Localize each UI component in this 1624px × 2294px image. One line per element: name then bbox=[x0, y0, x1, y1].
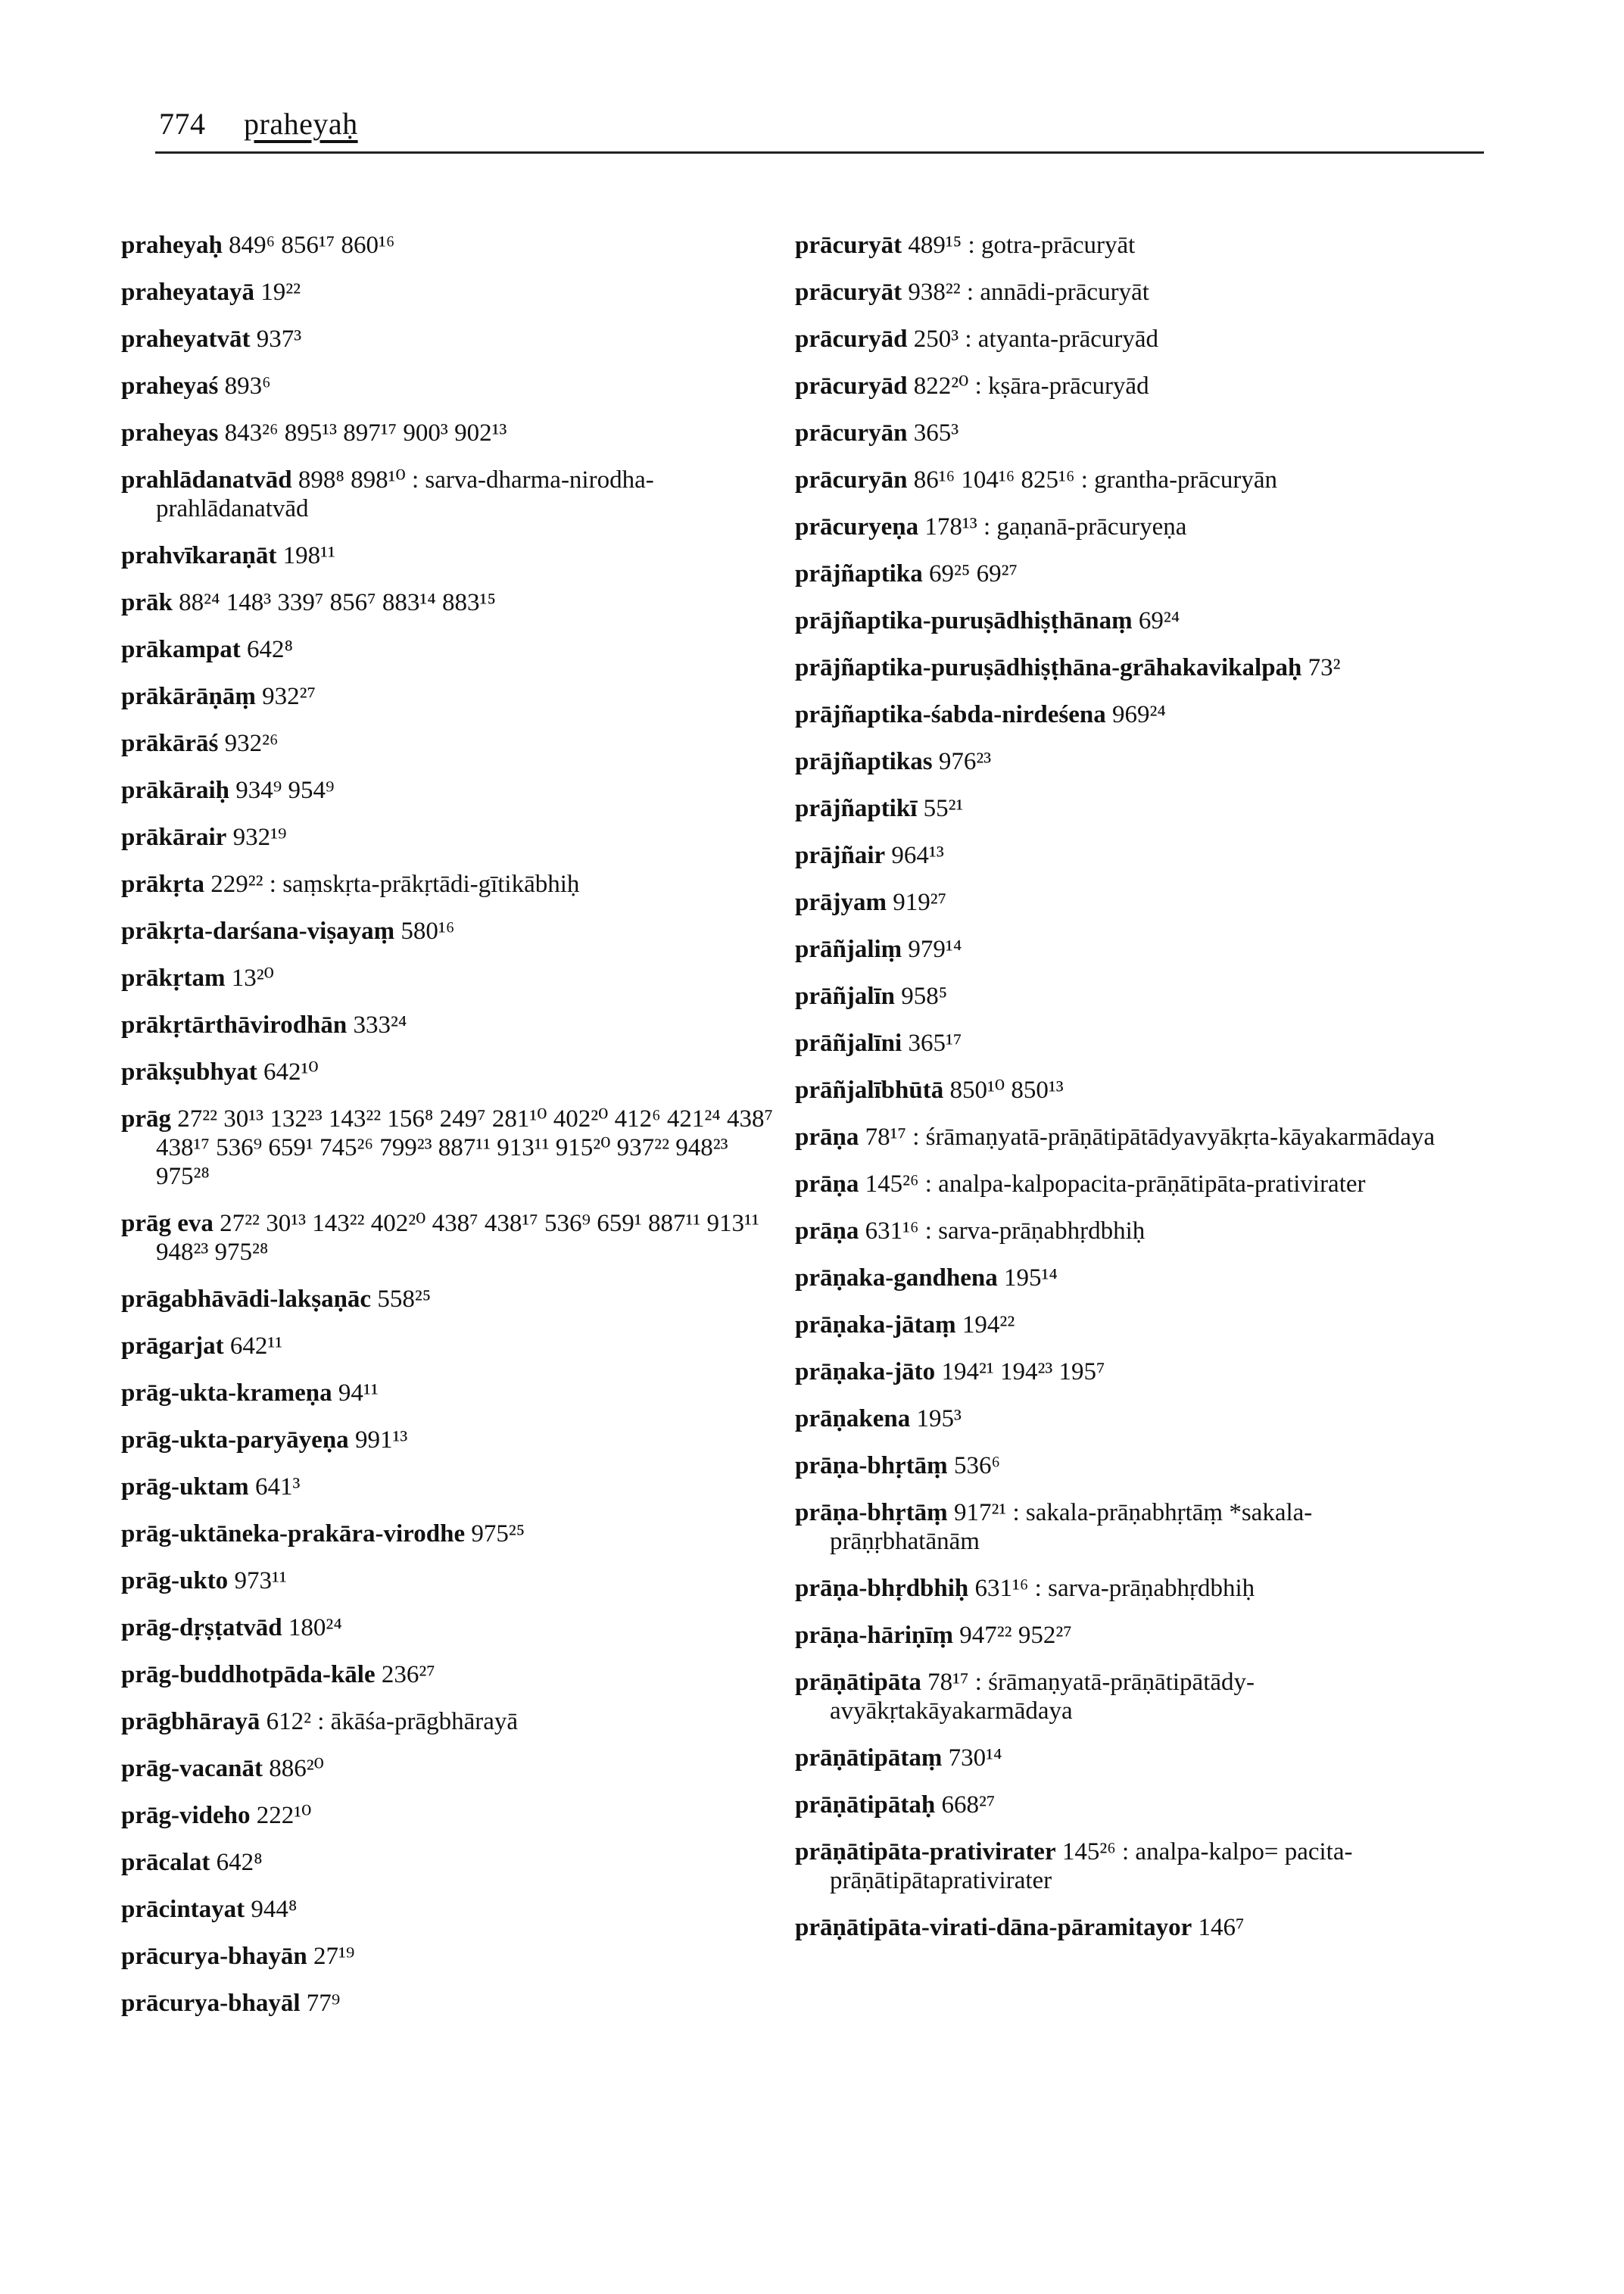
entry-references: 94¹¹ bbox=[338, 1379, 379, 1407]
entry-references: 979¹⁴ bbox=[908, 936, 962, 963]
index-entry bbox=[795, 1029, 1461, 1058]
entry-references: 78¹⁷ : śrāmaṇyatā-prāṇātipātādyavyākṛta-kāyakarmādaya bbox=[865, 1124, 1435, 1151]
index-entry bbox=[795, 606, 1461, 635]
index-entry bbox=[121, 1011, 787, 1039]
entry-references: 631¹⁶ : sarva-prāṇabhṛdbhiḥ bbox=[865, 1217, 1146, 1245]
index-entry bbox=[795, 1744, 1461, 1772]
entry-references: 919²⁷ bbox=[893, 889, 947, 916]
entry-headword: prāk bbox=[121, 589, 173, 616]
entry-references: 27²² 30¹³ 143²² 402²⁰ 438⁷ 438¹⁷ 536⁹ 659¹ 887¹¹ 913¹¹ 948²³ 975²⁸ bbox=[156, 1210, 759, 1266]
entry-headword: prācuryeṇa bbox=[795, 513, 919, 541]
index-entry bbox=[121, 1848, 787, 1877]
entry-references: 19²² bbox=[260, 279, 301, 306]
entry-headword: prākārāṇāṃ bbox=[121, 683, 256, 710]
index-entry bbox=[121, 823, 787, 852]
index-entry bbox=[121, 1754, 787, 1783]
entry-references: 178¹³ : gaṇanā-prācuryeṇa bbox=[924, 513, 1187, 541]
entry-references: 969²⁴ bbox=[1112, 701, 1166, 728]
entry-references: 843²⁶ 895¹³ 897¹⁷ 900³ 902¹³ bbox=[224, 419, 507, 447]
entry-headword: prāg-vacanāt bbox=[121, 1755, 263, 1782]
page-number: 774 bbox=[159, 107, 206, 141]
header-rule bbox=[155, 151, 1484, 154]
index-entry bbox=[121, 278, 787, 307]
entry-headword: prācuryād bbox=[795, 372, 908, 400]
entry-references: 937³ bbox=[256, 326, 302, 353]
index-entry bbox=[121, 1332, 787, 1361]
entry-references: 850¹⁰ 850¹³ bbox=[949, 1077, 1064, 1104]
entry-headword: prāñjalīn bbox=[795, 983, 896, 1010]
running-headword: praheyaḥ bbox=[244, 107, 358, 141]
entry-references: 934⁹ 954⁹ bbox=[235, 777, 335, 804]
entry-headword: prākṛta-darśana-viṣayaṃ bbox=[121, 918, 395, 945]
entry-references: 642¹⁰ bbox=[263, 1058, 319, 1086]
entry-references: 991¹³ bbox=[354, 1426, 408, 1454]
entry-references: 642¹¹ bbox=[229, 1332, 283, 1360]
index-entry bbox=[121, 419, 787, 447]
entry-references: 958⁵ bbox=[901, 983, 948, 1010]
entry-headword: prājñaptikī bbox=[795, 795, 918, 822]
entry-references: 146⁷ bbox=[1198, 1914, 1245, 1941]
index-entry bbox=[795, 1404, 1461, 1433]
entry-references: 631¹⁶ : sarva-prāṇabhṛdbhiḥ bbox=[974, 1575, 1255, 1602]
entry-references: 86¹⁶ 104¹⁶ 825¹⁶ : grantha-prācuryān bbox=[913, 466, 1277, 494]
entry-references: 938²² : annādi-prācuryāt bbox=[908, 279, 1149, 306]
entry-headword: prāṇātipāta-virati-dāna-pāramitayor bbox=[795, 1914, 1192, 1941]
right-column bbox=[795, 231, 1461, 1960]
entry-headword: prākṛtārthāvirodhān bbox=[121, 1011, 348, 1039]
entry-headword: prāṇātipātaḥ bbox=[795, 1791, 936, 1819]
entry-headword: prācurya-bhayān bbox=[121, 1943, 307, 1970]
entry-references: 73² bbox=[1308, 654, 1341, 681]
entry-headword: prāṇaka-gandhena bbox=[795, 1264, 998, 1292]
entry-headword: prājñaptika-puruṣādhiṣṭhānaṃ bbox=[795, 607, 1133, 634]
entry-headword: prājñaptikas bbox=[795, 748, 933, 775]
entry-references: 78¹⁷ : śrāmaṇyatā-prāṇātipātādy-avyākṛtakāyakarmādaya bbox=[830, 1669, 1255, 1725]
entry-references: 236²⁷ bbox=[381, 1661, 435, 1688]
index-entry bbox=[795, 325, 1461, 354]
entry-references: 668²⁷ bbox=[941, 1791, 996, 1819]
index-entry bbox=[121, 1707, 787, 1736]
entry-references: 730¹⁴ bbox=[948, 1744, 1002, 1772]
entry-headword: prāg-ukto bbox=[121, 1567, 229, 1594]
entry-references: 13²⁰ bbox=[231, 965, 274, 992]
index-entry bbox=[795, 1574, 1461, 1603]
entry-headword: prāg eva bbox=[121, 1210, 214, 1237]
entry-headword: prākṣubhyat bbox=[121, 1058, 257, 1086]
entry-references: 198¹¹ bbox=[282, 542, 335, 569]
entry-references: 145²⁶ : analpa-kalpo= pacita-prāṇātipātaprativirater bbox=[830, 1838, 1353, 1894]
index-entry bbox=[121, 870, 787, 899]
entry-headword: prāṇa-bhṛdbhiḥ bbox=[795, 1575, 969, 1602]
index-entry bbox=[795, 653, 1461, 682]
running-head bbox=[159, 106, 358, 142]
entry-references: 612² : ākāśa-prāgbhārayā bbox=[266, 1708, 519, 1735]
index-entry bbox=[121, 1426, 787, 1454]
index-entry bbox=[795, 700, 1461, 729]
index-entry bbox=[121, 1285, 787, 1314]
index-entry bbox=[795, 1076, 1461, 1105]
entry-references: 194²¹ 194²³ 195⁷ bbox=[941, 1358, 1105, 1385]
entry-headword: prācuryād bbox=[795, 326, 908, 353]
index-entry bbox=[795, 747, 1461, 776]
index-entry bbox=[795, 278, 1461, 307]
entry-headword: prākārair bbox=[121, 824, 227, 851]
entry-headword: prākampat bbox=[121, 636, 241, 663]
index-entry bbox=[121, 1473, 787, 1501]
entry-headword: prācintayat bbox=[121, 1896, 245, 1923]
entry-references: 822²⁰ : kṣāra-prācuryād bbox=[913, 372, 1149, 400]
index-entry bbox=[795, 1451, 1461, 1480]
index-entry bbox=[121, 729, 787, 758]
entry-references: 55²¹ bbox=[923, 795, 964, 822]
entry-headword: prājñaptika-śabda-nirdeśena bbox=[795, 701, 1106, 728]
entry-references: 642⁸ bbox=[246, 636, 293, 663]
entry-headword: prāñjalīni bbox=[795, 1030, 902, 1057]
entry-references: 886²⁰ bbox=[269, 1755, 324, 1782]
index-entry bbox=[121, 1989, 787, 2018]
index-entry bbox=[795, 1791, 1461, 1819]
entry-references: 27²² 30¹³ 132²³ 143²² 156⁸ 249⁷ 281¹⁰ 402²⁰ 412⁶ 421²⁴ 438⁷ 438¹⁷ 536⁹ 659¹ 745²⁶ 799²³ 887¹¹ 913¹¹ 915²⁰ 937²² 948²³ 975²⁸ bbox=[156, 1105, 774, 1190]
entry-headword: prāṇa bbox=[795, 1124, 859, 1151]
entry-headword: prākāraiḥ bbox=[121, 777, 230, 804]
entry-references: 229²² : saṃskṛta-prākṛtādi-gītikābhiḥ bbox=[210, 871, 580, 898]
entry-headword: prāg-uktam bbox=[121, 1473, 249, 1501]
index-entry bbox=[121, 1058, 787, 1086]
index-entry bbox=[121, 917, 787, 946]
index-entry bbox=[121, 1660, 787, 1689]
index-entry bbox=[795, 794, 1461, 823]
entry-references: 932²⁷ bbox=[262, 683, 316, 710]
index-entry bbox=[121, 231, 787, 260]
entry-references: 77⁹ bbox=[306, 1990, 341, 2017]
entry-headword: prācurya-bhayāl bbox=[121, 1990, 301, 2017]
entry-headword: prācuryān bbox=[795, 466, 908, 494]
index-entry bbox=[795, 466, 1461, 494]
entry-headword: prāṇaka-jātaṃ bbox=[795, 1311, 956, 1339]
index-entry bbox=[795, 982, 1461, 1011]
entry-references: 250³ : atyanta-prācuryād bbox=[913, 326, 1158, 353]
index-entry bbox=[795, 1668, 1461, 1725]
entry-headword: prahlādanatvād bbox=[121, 466, 292, 494]
index-entry bbox=[795, 1123, 1461, 1152]
entry-headword: prāṇa bbox=[795, 1170, 859, 1198]
index-entry bbox=[121, 541, 787, 570]
entry-headword: prāg-uktāneka-prakāra-virodhe bbox=[121, 1520, 466, 1548]
entry-references: 558²⁵ bbox=[377, 1286, 432, 1313]
index-entry bbox=[795, 1170, 1461, 1198]
index-entry bbox=[121, 1105, 787, 1191]
entry-references: 333²⁴ bbox=[353, 1011, 407, 1039]
entry-headword: prāṇa-bhṛtāṃ bbox=[795, 1452, 948, 1479]
entry-references: 69²⁴ bbox=[1138, 607, 1180, 634]
entry-references: 222¹⁰ bbox=[256, 1802, 312, 1829]
index-entry bbox=[795, 888, 1461, 917]
entry-headword: praheyas bbox=[121, 419, 219, 447]
entry-references: 932¹⁹ bbox=[232, 824, 287, 851]
index-entry bbox=[121, 1566, 787, 1595]
index-entry bbox=[795, 1837, 1461, 1895]
index-entry bbox=[121, 1209, 787, 1267]
entry-references: 194²² bbox=[962, 1311, 1015, 1339]
index-entry bbox=[795, 231, 1461, 260]
entry-references: 365¹⁷ bbox=[908, 1030, 962, 1057]
index-entry bbox=[795, 1311, 1461, 1339]
entry-references: 917²¹ : sakala-prāṇabhṛtāṃ *sakala-prāṇṛbhatānām bbox=[830, 1499, 1313, 1555]
entry-headword: prāñjaliṃ bbox=[795, 936, 902, 963]
entry-references: 145²⁶ : analpa-kalpopacita-prāṇātipāta-prativirater bbox=[865, 1170, 1366, 1198]
entry-references: 947²² 952²⁷ bbox=[959, 1622, 1072, 1649]
entry-headword: prāṇa-bhṛtāṃ bbox=[795, 1499, 948, 1526]
index-entry bbox=[795, 513, 1461, 541]
entry-references: 195³ bbox=[916, 1405, 962, 1432]
index-entry bbox=[121, 1379, 787, 1407]
index-entry bbox=[795, 1621, 1461, 1650]
index-entry bbox=[795, 372, 1461, 401]
index-entry bbox=[121, 1801, 787, 1830]
index-entry bbox=[795, 1217, 1461, 1245]
index-entry bbox=[121, 1613, 787, 1642]
entry-headword: prahvīkaraṇāt bbox=[121, 542, 277, 569]
entry-headword: prākṛtam bbox=[121, 965, 226, 992]
entry-headword: prāg bbox=[121, 1105, 171, 1133]
index-entry bbox=[121, 1519, 787, 1548]
index-entry bbox=[795, 559, 1461, 588]
index-entry bbox=[121, 1942, 787, 1971]
index-entry bbox=[795, 419, 1461, 447]
entry-headword: prāg-ukta-krameṇa bbox=[121, 1379, 332, 1407]
entry-headword: prāg-dṛṣṭatvād bbox=[121, 1614, 282, 1641]
entry-references: 642⁸ bbox=[216, 1849, 263, 1876]
entry-references: 180²⁴ bbox=[288, 1614, 342, 1641]
entry-references: 964¹³ bbox=[891, 842, 944, 869]
entry-headword: prākṛta bbox=[121, 871, 204, 898]
entry-references: 973¹¹ bbox=[234, 1567, 287, 1594]
index-entry bbox=[795, 1357, 1461, 1386]
index-entry bbox=[121, 964, 787, 993]
index-entry bbox=[121, 682, 787, 711]
entry-headword: praheyatvāt bbox=[121, 326, 251, 353]
entry-headword: prācalat bbox=[121, 1849, 210, 1876]
index-entry bbox=[121, 325, 787, 354]
entry-headword: prāṇātipātaṃ bbox=[795, 1744, 943, 1772]
index-entry bbox=[795, 1498, 1461, 1556]
entry-headword: prāgarjat bbox=[121, 1332, 224, 1360]
entry-references: 536⁶ bbox=[953, 1452, 1000, 1479]
entry-references: 641³ bbox=[254, 1473, 301, 1501]
entry-headword: prāṇātipāta-prativirater bbox=[795, 1838, 1056, 1865]
entry-headword: prāṇātipāta bbox=[795, 1669, 921, 1696]
index-entry bbox=[121, 776, 787, 805]
entry-references: 88²⁴ 148³ 339⁷ 856⁷ 883¹⁴ 883¹⁵ bbox=[179, 589, 496, 616]
entry-headword: prāgbhārayā bbox=[121, 1708, 260, 1735]
index-entry bbox=[795, 1913, 1461, 1942]
entry-headword: prāg-videho bbox=[121, 1802, 251, 1829]
entry-references: 849⁶ 856¹⁷ 860¹⁶ bbox=[229, 232, 395, 259]
index-entry bbox=[121, 635, 787, 664]
entry-references: 975²⁵ bbox=[471, 1520, 525, 1548]
index-entry bbox=[121, 1895, 787, 1924]
entry-references: 27¹⁹ bbox=[313, 1943, 355, 1970]
index-entry bbox=[795, 1264, 1461, 1292]
entry-headword: prāṇakena bbox=[795, 1405, 911, 1432]
entry-headword: prācuryāt bbox=[795, 232, 902, 259]
index-entry bbox=[121, 466, 787, 523]
entry-references: 893⁶ bbox=[224, 372, 271, 400]
entry-headword: prājñair bbox=[795, 842, 886, 869]
index-entry bbox=[795, 841, 1461, 870]
entry-headword: prācuryāt bbox=[795, 279, 902, 306]
entry-headword: praheyaś bbox=[121, 372, 219, 400]
entry-references: 195¹⁴ bbox=[1004, 1264, 1058, 1292]
entry-references: 580¹⁶ bbox=[401, 918, 455, 945]
entry-headword: prāṇa-hāriṇīṃ bbox=[795, 1622, 954, 1649]
entry-references: 489¹⁵ : gotra-prācuryāt bbox=[908, 232, 1136, 259]
entry-headword: prājñaptika-puruṣādhiṣṭhāna-grāhakavikalpaḥ bbox=[795, 654, 1302, 681]
index-entry bbox=[121, 588, 787, 617]
entry-references: 944⁸ bbox=[251, 1896, 298, 1923]
entry-headword: praheyatayā bbox=[121, 279, 254, 306]
entry-headword: prāg-ukta-paryāyeṇa bbox=[121, 1426, 349, 1454]
entry-headword: prāṇa bbox=[795, 1217, 859, 1245]
left-column bbox=[121, 231, 787, 2036]
index-entry bbox=[795, 935, 1461, 964]
entry-references: 365³ bbox=[913, 419, 959, 447]
entry-headword: prājyam bbox=[795, 889, 887, 916]
entry-references: 932²⁶ bbox=[224, 730, 279, 757]
index-entry bbox=[121, 372, 787, 401]
entry-headword: prācuryān bbox=[795, 419, 908, 447]
entry-headword: praheyaḥ bbox=[121, 232, 223, 259]
entry-references: 898⁸ 898¹⁰ : sarva-dharma-nirodha-prahlādanatvād bbox=[156, 466, 654, 522]
entry-headword: prāṇaka-jāto bbox=[795, 1358, 936, 1385]
entry-headword: prāg-buddhotpāda-kāle bbox=[121, 1661, 376, 1688]
entry-headword: prāñjalībhūtā bbox=[795, 1077, 944, 1104]
entry-headword: prāgabhāvādi-lakṣaṇāc bbox=[121, 1286, 372, 1313]
entry-headword: prākārāś bbox=[121, 730, 219, 757]
entry-references: 69²⁵ 69²⁷ bbox=[928, 560, 1018, 588]
entry-references: 976²³ bbox=[938, 748, 992, 775]
entry-headword: prājñaptika bbox=[795, 560, 923, 588]
